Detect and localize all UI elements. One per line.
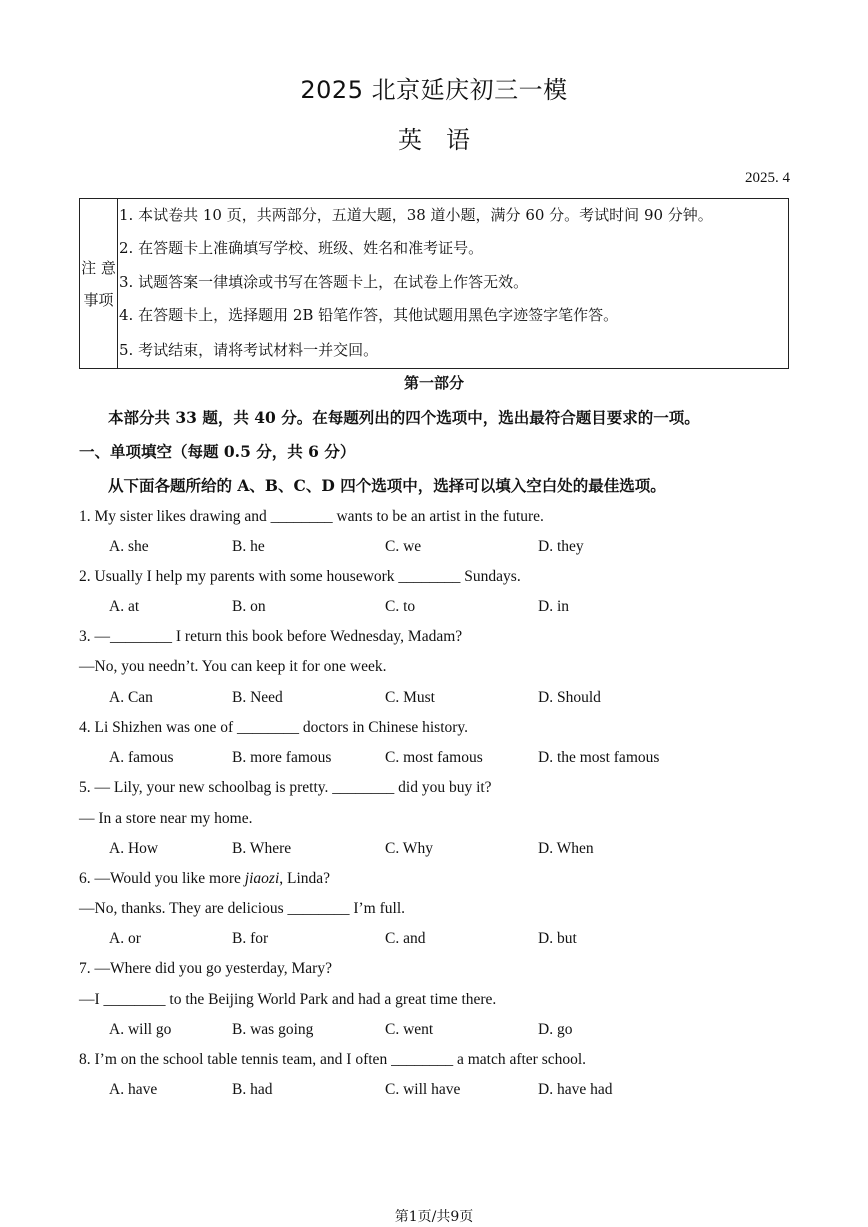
option-a: A. Can <box>109 689 153 706</box>
section-instruction: 从下面各题所给的 A、B、C、D 四个选项中，选择可以填入空白处的最佳选项。 <box>108 476 666 495</box>
option-b: B. more famous <box>232 749 332 766</box>
question-response: —I ________ to the Beijing World Park and had a great time there. <box>79 991 497 1008</box>
option-d: D. in <box>538 598 569 615</box>
question-stem: 8. I’m on the school table tennis team, and I often ________ a match after school. <box>79 1051 587 1068</box>
stem-text: 6. —Would you like more <box>79 870 245 887</box>
option-d: D. but <box>538 930 577 947</box>
option-c: C. to <box>385 598 416 615</box>
section-heading: 一、单项填空（每题 0.5 分，共 6 分） <box>79 442 356 461</box>
option-a: A. or <box>109 930 141 947</box>
option-b: B. Need <box>232 689 283 706</box>
option-c: C. Must <box>385 689 435 706</box>
option-c: C. went <box>385 1021 434 1038</box>
question-stem: 5. — Lily, your new schoolbag is pretty. ________ did you buy it? <box>79 779 492 796</box>
question-stem: 1. My sister likes drawing and ________ wants to be an artist in the future. <box>79 508 544 525</box>
option-b: B. on <box>232 598 266 615</box>
option-d: D. When <box>538 840 594 857</box>
option-c: C. Why <box>385 840 433 857</box>
notice-label-line1: 注 意 <box>81 258 116 277</box>
option-b: B. for <box>232 930 269 947</box>
question-response: — In a store near my home. <box>79 810 253 827</box>
question-stem <box>79 870 330 888</box>
question-response: —No, thanks. They are delicious ________ I’m full. <box>79 900 406 917</box>
option-c: C. we <box>385 538 422 555</box>
notice-item: 4. 在答题卡上，选择题用 2B 铅笔作答，其他试题用黑色字迹签字笔作答。 <box>119 306 619 324</box>
option-d: D. go <box>538 1021 573 1038</box>
notice-item: 3. 试题答案一律填涂或书写在答题卡上，在试卷上作答无效。 <box>119 273 529 291</box>
option-a: A. will go <box>109 1021 172 1038</box>
option-a: A. have <box>109 1081 158 1098</box>
part-intro: 本部分共 33 题，共 40 分。在每题列出的四个选项中，选出最符合题目要求的一项。 <box>108 408 700 427</box>
option-b: B. was going <box>232 1021 314 1038</box>
option-a: A. she <box>109 538 149 555</box>
option-b: B. he <box>232 538 265 555</box>
option-b: B. had <box>232 1081 273 1098</box>
subject-title: 英 语 <box>398 126 470 154</box>
page-number: 第1页/共9页 <box>394 1209 474 1225</box>
option-d: D. Should <box>538 689 601 706</box>
exam-title: 2025 北京延庆初三一模 <box>300 76 568 104</box>
stem-italic-word: jiaozi <box>244 870 280 887</box>
exam-date: 2025. 4 <box>745 170 790 186</box>
notice-item: 1. 本试卷共 10 页，共两部分，五道大题，38 道小题，满分 60 分。考试时间 90 分钟。 <box>119 206 713 224</box>
notice-box <box>79 198 789 369</box>
question-stem: 4. Li Shizhen was one of ________ doctors in Chinese history. <box>79 719 469 736</box>
option-a: A. How <box>109 840 159 857</box>
option-c: C. and <box>385 930 426 947</box>
question-stem: 3. —________ I return this book before Wednesday, Madam? <box>79 628 463 645</box>
question-stem: 2. Usually I help my parents with some housework ________ Sundays. <box>79 568 521 585</box>
option-c: C. will have <box>385 1081 461 1098</box>
notice-item: 2. 在答题卡上准确填写学校、班级、姓名和准考证号。 <box>119 239 484 257</box>
question-response: —No, you needn’t. You can keep it for one week. <box>79 658 387 675</box>
notice-label <box>80 199 118 368</box>
option-a: A. at <box>109 598 140 615</box>
option-d: D. they <box>538 538 584 555</box>
stem-text: , Linda? <box>279 870 331 887</box>
option-a: A. famous <box>109 749 174 766</box>
notice-label-line2: 事项 <box>83 290 114 309</box>
notice-item: 5. 考试结束，请将考试材料一并交回。 <box>119 341 379 359</box>
option-b: B. Where <box>232 840 292 857</box>
option-c: C. most famous <box>385 749 483 766</box>
option-d: D. have had <box>538 1081 613 1098</box>
part-title: 第一部分 <box>403 374 464 392</box>
question-stem: 7. —Where did you go yesterday, Mary? <box>79 960 332 977</box>
option-d: D. the most famous <box>538 749 660 766</box>
